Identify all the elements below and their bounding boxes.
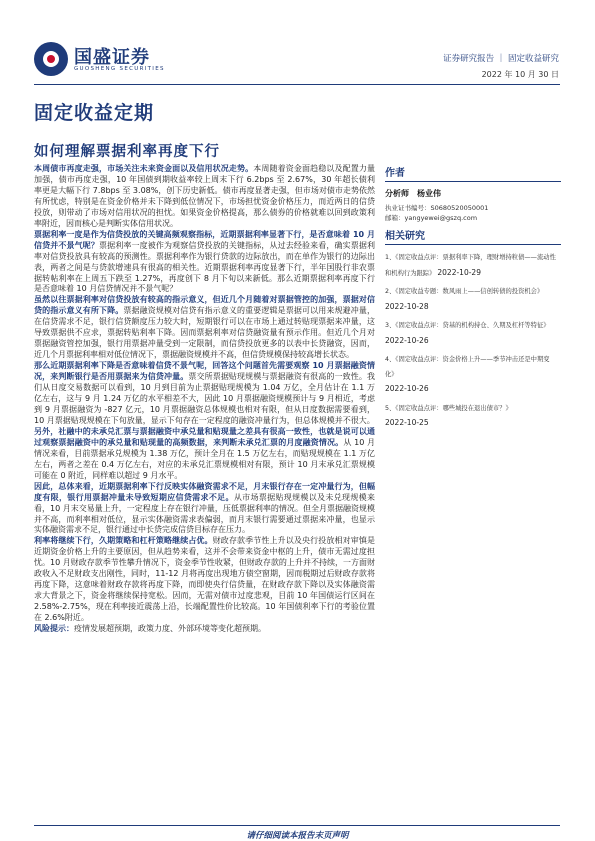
header-divider (34, 84, 560, 85)
paragraph-lead: 利率将继续下行，久期策略和杠杆策略继续占优。 (34, 536, 213, 546)
related-date: 2022-10-26 (385, 384, 429, 393)
related-date: 2022-10-25 (385, 418, 429, 427)
paragraph-text: 财政存款季节性上升以及央行投放相对审慎是近期资金价格上升的主要原因，但从趋势来看，这并不会带来资金中枢的上升，债市无需过度担忧。10 月财政存款季节性攀升情况下，资金季节性收紧，但财政存款的上升并不持续，一方面财政收入不足财政支出刚性，同时，11-12 月将再度出现地方债空窗期，因而税期过后财政存款将再度下降，这意味着财政存款将再度下降，而即使央行信贷量，在财政存款下降以及实体融资需求大背景之下，资金将继续保持宽松。因而，无需对债市过度悲观，目前 10 年国债运行区间在 2.58%-2.75%，现在利率接近震荡上沿，长端配置性价比较高。10 年国债利率下行的考验位置在 2.6%附近。 (34, 536, 376, 623)
paragraph-lead: 虽然以往票据利率对信贷投放有较高的指示意义，但近几个月随着对票据管控的加强，票据对信贷的指示意义有所下降。 (34, 295, 375, 316)
paragraph-7 (34, 536, 375, 624)
related-item[interactable] (385, 285, 561, 315)
related-title[interactable]: 4、《固定收益点评：资金价格上升——季节冲击还是中期变化》 (385, 356, 550, 378)
paragraph-1 (34, 164, 375, 230)
paragraph-2 (34, 230, 375, 296)
logo-emblem-icon (34, 42, 68, 76)
main-body (34, 164, 375, 635)
report-date: 2022 年 10 月 30 日 (481, 70, 559, 79)
report-type: 证券研究报告 ｜ 固定收益研究 (443, 54, 559, 64)
related-date: 2022-10-26 (385, 335, 429, 345)
paragraph-text: 票交所票据贴现规模与票据融资有很高的一致性。我们从日度交易数据可以看到，10 月到目前为止票据贴现规模为 1.04 万亿，全月估计在 1.1 万亿左右，这与 9 月 1.24 万亿的水平相差不大，因此 10 月票据融资规模预计与 9 月相近，考虑到 9 月票据融资为 -827 亿元，10 月票据融资总体规模也相对有限，但从日度数据需要看到，10 月票据贴现规模在下旬放量，显示下旬存在一定程度的融资冲量行为，但总体规模并不很大。 (34, 372, 376, 425)
related-item[interactable] (385, 353, 561, 398)
author-name: 分析师 杨业伟 (385, 189, 441, 198)
related-date: 2022-10-29 (437, 267, 481, 277)
paragraph-6 (34, 482, 375, 537)
related-title[interactable]: 3、《固定收益点评：贷基的机构持仓、久期及杠杆等特征》 (385, 322, 550, 329)
paragraph-text: 从 10 月情况来看，目前票据承兑规模为 1.38 万亿，预计全月在 1.5 万亿左右，而贴现规模在 1.1 万亿左右，两者之差在 0.4 万亿左右，对应的未承兑汇票规模相对有限，预计 10 月末承兑汇票规模可能在 0 附近，同样难以超过 9 月水平。 (34, 437, 375, 480)
paragraph-lead: 因此，总体来看，近期票据利率下行反映实体融资需求不足，月末银行存在一定冲量行为，但幅度有限，银行用票据冲量未导致短期应信贷需求不足。 (34, 481, 375, 502)
related-date: 2022-10-28 (385, 301, 429, 311)
footer-disclaimer: 请仔细阅读本报告末页声明 (246, 831, 349, 841)
paragraph-4 (34, 361, 375, 427)
sidebar (385, 164, 561, 436)
related-list (385, 251, 561, 432)
related-title[interactable]: 5、《固定收益点评：哪些城投在退出债市？》 (385, 404, 512, 412)
paragraph-text: 从市场票据贴现规模以及未兑现规模来看，10 月末交易量上升，一定程度上存在银行冲量，压低票据利率的情况。但全月票据融资规模并不高，而利率相对低位，显示实体融资需求表偏弱，而月末银行需要通过票据来冲量，也显示实体融资需求不足，银行通过中长贷完成信贷目标存在压力。 (34, 492, 376, 535)
paragraph-text: 票据利率一度被作为观察信贷投放的关键指标，从过去经验来看，确实票据利率对信贷投放具有较高的预测性。票据利率作为银行贷款的边际放出，而在单作为银行的边际出表，两者之间是与贷款增速具有很高的相关性。近期票据利率再度显著下行，半年国股行非农票据转帖利率在上周五下跌至 1.27%，再度创下 8 月下旬以来新低。那么近期票据利率再度下行是否意味着 10 月信贷情况并不景气呢？ (34, 240, 376, 294)
license-number: 执业证书编号：S0680520050001 (385, 204, 489, 212)
paragraph-text: 本周随着资金面趋稳以及配置力量加强，债市再度走强，10 年国债到期收益率较上周末下行 6.2bps 至 2.67%，30 年超长债利率更是大幅下行 7.8bps 至 3.08%，创下历史新低。债市再度显著走强，但市场对债市走势依然有所忧虑，特别是在资金价格并未下降到低位情况下，市场担忧资金价格压力，而近两日的信贷投放，则带动了市场对信用状况的担忧。如果资金价格提高，那么债券的价格就难以回到政策利率附近，因而核心是判断实体信用状况。 (34, 164, 376, 228)
report-title: 固定收益定期 (34, 102, 155, 124)
related-heading: 相关研究 (385, 227, 561, 245)
logo-brand-cn: 国盛证券 (74, 47, 150, 68)
report-subtitle: 如何理解票据利率再度下行 (34, 144, 220, 160)
author-heading: 作者 (385, 164, 561, 182)
company-logo (34, 42, 172, 78)
paragraph-text: 疫情发展超预期，政策力度、外部环境等变化超预期。 (74, 624, 266, 634)
paragraph-5 (34, 427, 375, 482)
paragraph-lead: 票据利率一度是作为信贷投放的关键高频观察指标，近期票据利率显著下行，是否意味着 10 月信贷并不景气呢？ (34, 229, 375, 250)
paragraph-lead: 风险提示： (34, 624, 74, 634)
author-email[interactable]: 邮箱：yangyewei@gszq.com (385, 214, 478, 222)
paragraph-lead: 另外，社融中的未承兑汇票与票据融资中承兑量和贴现量之差具有很高一致性，也就是说可以通过观察票据融资中的承兑量和贴现量的高频数据，来判断未承兑汇票的月度融资情况。 (34, 426, 375, 447)
logo-brand-en: GUOSHENG SECURITIES (74, 66, 165, 72)
related-item[interactable] (385, 251, 561, 281)
risk-warning (34, 624, 375, 635)
paragraph-lead: 本周债市再度走强，市场关注未来资金面以及信用状况走势。 (34, 164, 254, 173)
paragraph-lead: 那么近期票据利率下降是否意味着信贷不景气呢，回答这个问题首先需要观察 10 月票据融资情况，来判断银行是否用票据来为信贷冲量。 (34, 361, 375, 382)
paragraph-3 (34, 295, 375, 361)
related-item[interactable] (385, 319, 561, 349)
footer-divider (34, 825, 560, 826)
related-title[interactable]: 2、《固定收益专题：数风雨上——信创转债的投资机会》 (385, 288, 544, 295)
related-title[interactable]: 1、《固定收益点评：票据利率下降，理财增持粒债——流动性和机构行为跟踪》 (385, 254, 556, 277)
related-item[interactable] (385, 402, 561, 432)
paragraph-text: 票据融资规模对信贷有指示意义的重要逻辑是票据可以用来规避冲量，在信贷需求不足，银行信贷额度压力较大时，短期银行可以在市场上通过转贴现票据来冲量，这导致票据供不应求，票据转贴利率下降。因而票据利率对信贷融资量有预示作用。但近几个月对票据融资管控加强，银行用票据冲量受到一定限制，而信贷投放更多的以表中长贷融资，因而，近几个月票据利率相对低位情况下，票据融资规模并不高，但信贷规模保持较高增长状态。 (34, 306, 375, 360)
